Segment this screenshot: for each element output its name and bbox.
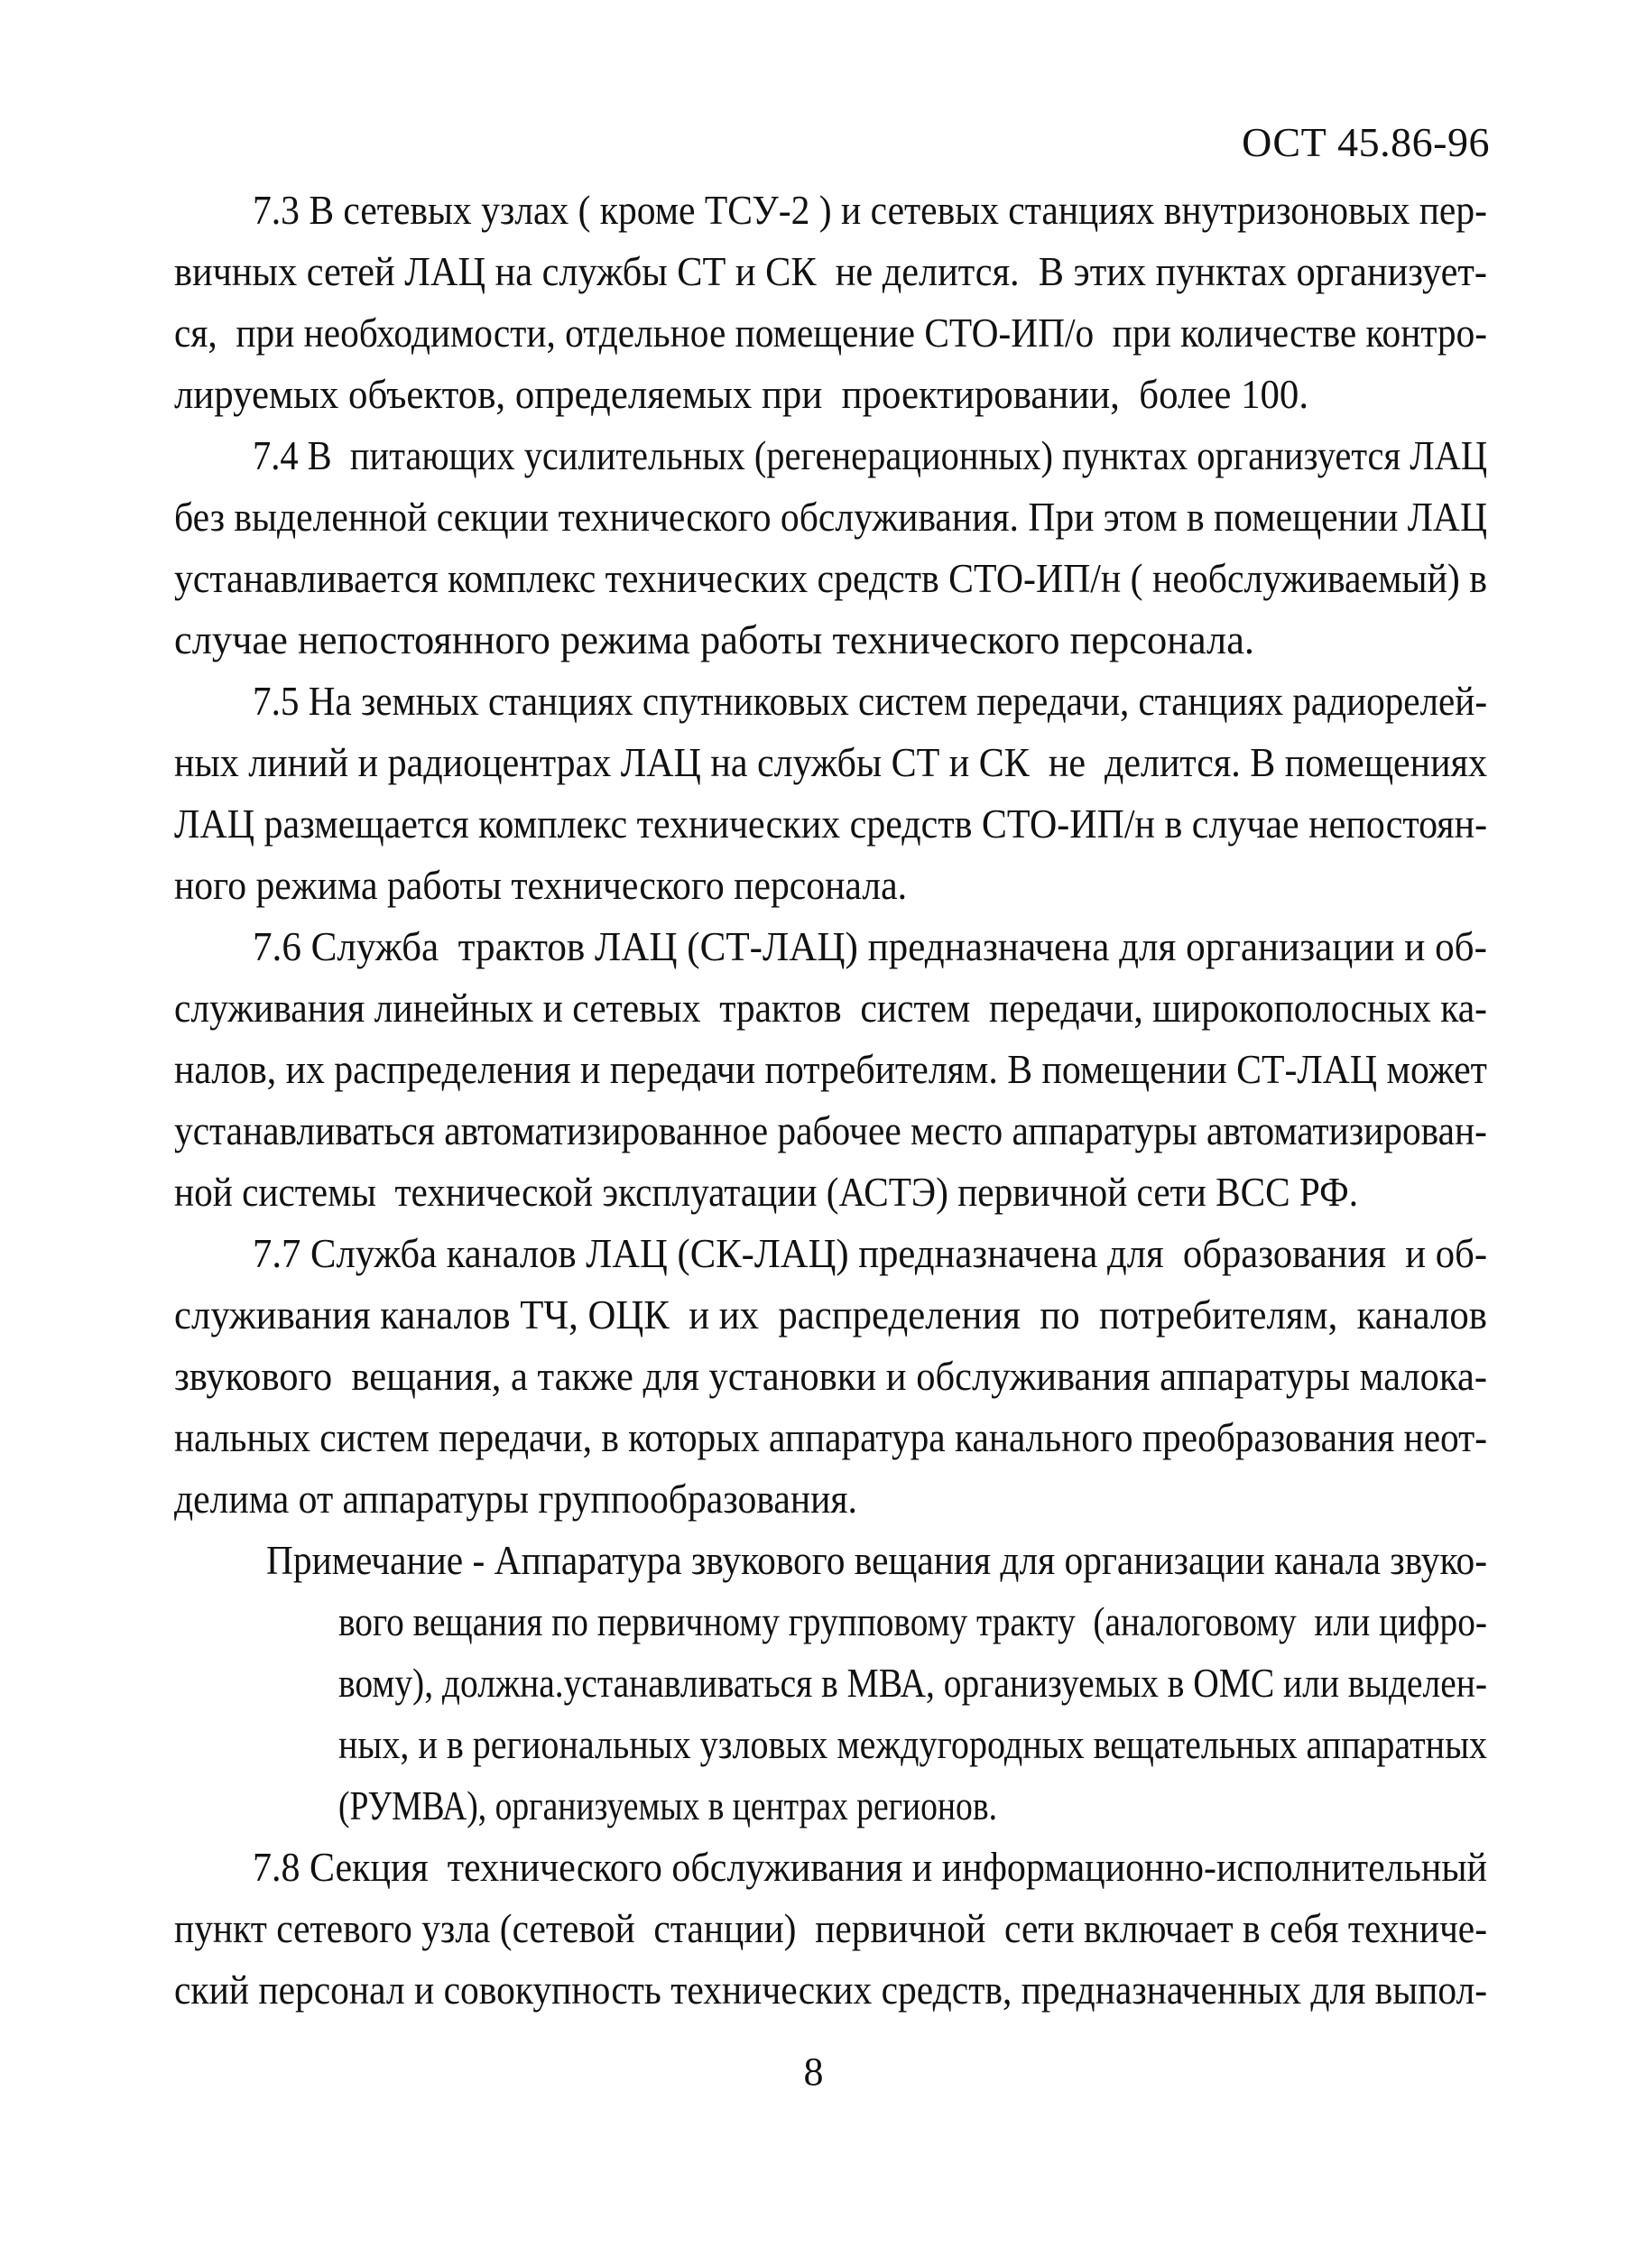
body-text-line [0,1715,1627,1774]
body-text-line-content: вого вещания по первичному групповому тракту (аналоговому или цифро- [338,1598,1487,1644]
document-code-header: ОСТ 45.86-96 [1242,119,1490,165]
body-text-line [0,917,1627,977]
body-text-line [0,1285,1627,1345]
body-text-line [0,978,1627,1038]
body-text-line-content: ной системы технической эксплуатации (АСТЭ) первичной сети ВСС РФ. [174,1169,1359,1215]
body-text-line [0,1653,1627,1713]
body-text-line-content: без выделенной секции технического обслуживания. При этом в помещении ЛАЦ [174,494,1487,540]
body-text-line-content: ных, и в региональных узловых междугородных вещательных аппаратных [338,1721,1488,1767]
body-text-line [0,1040,1627,1099]
body-text-line [0,1531,1627,1590]
body-text-line-content: ЛАЦ размещается комплекс технических средств СТО-ИП/н в случае непостоян- [174,801,1488,847]
body-text-line [0,426,1627,486]
body-text-line [0,487,1627,547]
body-text-line-content: 7.6 Служба трактов ЛАЦ (СТ-ЛАЦ) предназначена для организации и об- [253,923,1487,969]
body-text-line-content: служивания линейных и сетевых трактов систем передачи, широкополосных ка- [174,985,1487,1031]
body-text-line-content: вичных сетей ЛАЦ на службы СТ и СК не делится. В этих пунктах организует- [174,248,1488,294]
body-text-line-content: налов, их распределения и передачи потребителям. В помещении СТ-ЛАЦ может [174,1046,1487,1092]
body-text-line [0,1408,1627,1467]
body-text-line-content: 7.3 В сетевых узлах ( кроме ТСУ-2 ) и сетевых станциях внутризоновых пер- [253,187,1487,233]
body-text-line-content: делима от аппаратуры группообразования. [174,1476,857,1522]
body-text-line [0,1592,1627,1652]
body-text-line [0,1960,1627,2020]
body-text-line-content: служивания каналов ТЧ, ОЦК и их распределения по потребителям, каналов [174,1291,1487,1338]
body-text-line-content: лируемых объектов, определяемых при проектировании, более 100. [174,371,1309,417]
body-text-line-content: устанавливается комплекс технических средств СТО-ИП/н ( необслуживаемый) в [174,555,1488,601]
body-text-line-content: 7.7 Служба каналов ЛАЦ (СК-ЛАЦ) предназначена для образования и об- [253,1230,1488,1276]
body-text-line-content: ных линий и радиоцентрах ЛАЦ на службы СТ и СК не делится. В помещениях [174,739,1487,785]
body-text-line-content: случае непостоянного режима работы технического персонала. [174,616,1255,662]
body-text-line-content: 7.8 Секция технического обслуживания и информационно-исполнительный [253,1844,1488,1890]
body-text-line-content: устанавливаться автоматизированное рабочее место аппаратуры автоматизирован- [174,1107,1487,1153]
body-text-line [0,1776,1627,1836]
body-text-line [0,242,1627,301]
page-number: 8 [803,2050,824,2094]
body-text-line [0,1899,1627,1958]
body-text-line [0,1101,1627,1161]
body-text-line [0,1162,1627,1222]
body-text-line-content: вому), должна.устанавливаться в МВА, организуемых в ОМС или выделен- [338,1660,1488,1706]
body-text-line [0,181,1627,240]
body-text-line [0,794,1627,854]
body-text-line-content: Примечание - Аппаратура звукового вещания для организации канала звуко- [266,1537,1487,1583]
body-text-line-content: 7.5 На земных станциях спутниковых систем передачи, станциях радиорелей- [253,678,1488,724]
body-text-line [0,610,1627,670]
body-text-line [0,733,1627,792]
body-text-line [0,549,1627,608]
body-text-line-content: ский персонал и совокупность технических средств, предназначенных для выпол- [174,1967,1488,2013]
body-text-line [0,1347,1627,1406]
body-text-line-content: звукового вещания, а также для установки и обслуживания аппаратуры малока- [174,1353,1487,1399]
body-text-line [0,1838,1627,1897]
body-text-line [0,303,1627,363]
body-text-line-content: пункт сетевого узла (сетевой станции) первичной сети включает в себя техниче- [174,1905,1488,1951]
body-text-line-content: ного режима работы технического персонала. [174,862,908,908]
body-text-line-content: нальных систем передачи, в которых аппаратура канального преобразования неот- [174,1414,1488,1460]
body-text-line-content: 7.4 В питающих усилительных (регенерационных) пунктах организуется ЛАЦ [253,432,1488,478]
body-text-line [0,856,1627,915]
body-text-line-content: ся, при необходимости, отдельное помещение СТО-ИП/о при количестве контро- [174,310,1488,356]
body-text-line-content: (РУМВА), организуемых в центрах регионов. [338,1782,997,1828]
body-text-line [0,365,1627,424]
body-text-line [0,1224,1627,1283]
body-text-line [0,1469,1627,1529]
body-text-line [0,671,1627,731]
